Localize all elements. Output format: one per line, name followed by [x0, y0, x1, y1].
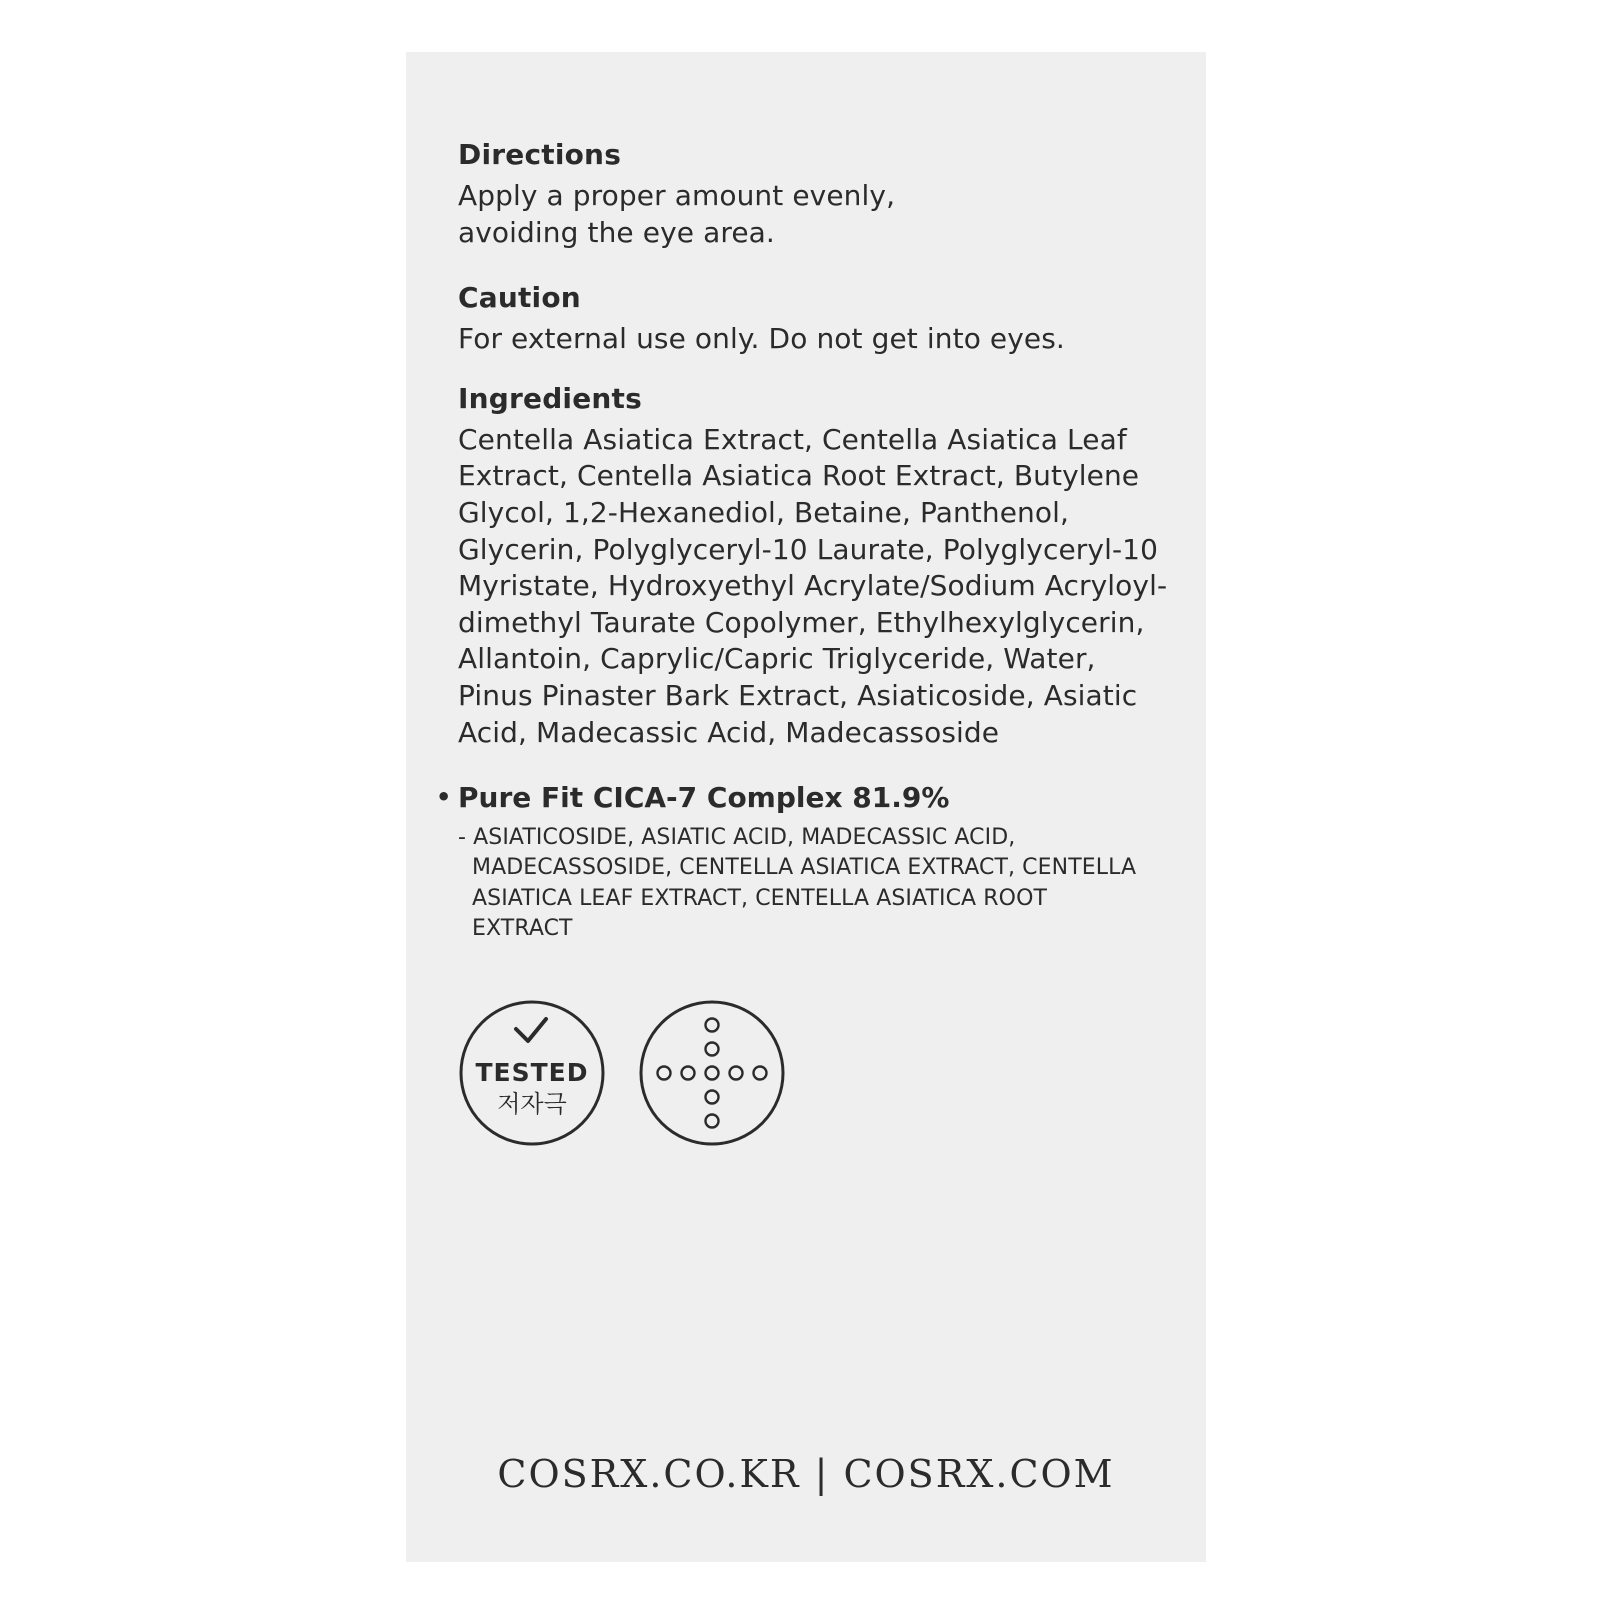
caution-text: For external use only. Do not get into eyes. [458, 322, 1065, 356]
ingredients-text: Centella Asiatica Extract, Centella Asiatica Leaf Extract, Centella Asiatica Root Extract, Butylene Glycol, 1,2-Hexanediol, Betaine, Panthenol, Glycerin, Polyglyceryl-10 Laurate, Polyglyceryl-10 Myristate, Hydroxyethyl Acrylate/Sodium Acryloyldimethyl Taurate Copolymer, Ethylhexylglycerin, Allantoin, Caprylic/Capric Triglyceride, Water, Pinus Pinaster Bark Extract, Asiaticoside, Asiatic Acid, Madecassic Acid, Madecassoside [458, 422, 1168, 749]
label-content [436, 138, 1168, 944]
ingredients-section [458, 382, 1168, 751]
website-footer: COSRX.CO.KR | COSRX.COM [497, 1452, 1115, 1496]
dotted-cross-icon [658, 1019, 767, 1128]
cica-complex-section [436, 781, 1168, 944]
cica-complex-title: Pure Fit CICA-7 Complex 81.9% [458, 781, 950, 815]
directions-text: Apply a proper amount evenly, avoiding the eye area. [458, 179, 896, 249]
check-icon [516, 1019, 546, 1041]
bullet-icon: • [436, 783, 452, 812]
tested-low-irritation-badge [458, 999, 606, 1147]
product-label-panel [406, 52, 1206, 1562]
dotted-cross-badge [638, 999, 786, 1147]
tested-label: TESTED [475, 1058, 589, 1087]
tested-korean-label: 저자극 [497, 1090, 567, 1118]
cica-complex-list: - ASIATICOSIDE, ASIATIC ACID, MADECASSIC ACID, MADECASSOSIDE, CENTELLA ASIATICA EXTRACT, CENTELLA ASIATICA LEAF EXTRACT, CENTELLA ASIATICA ROOT EXTRACT [458, 825, 1137, 941]
caution-heading: Caution [458, 281, 581, 315]
directions-section [458, 138, 1168, 251]
certification-badges [458, 999, 798, 1151]
directions-heading: Directions [458, 138, 622, 171]
ingredients-heading: Ingredients [458, 381, 643, 415]
caution-section [458, 281, 1168, 358]
